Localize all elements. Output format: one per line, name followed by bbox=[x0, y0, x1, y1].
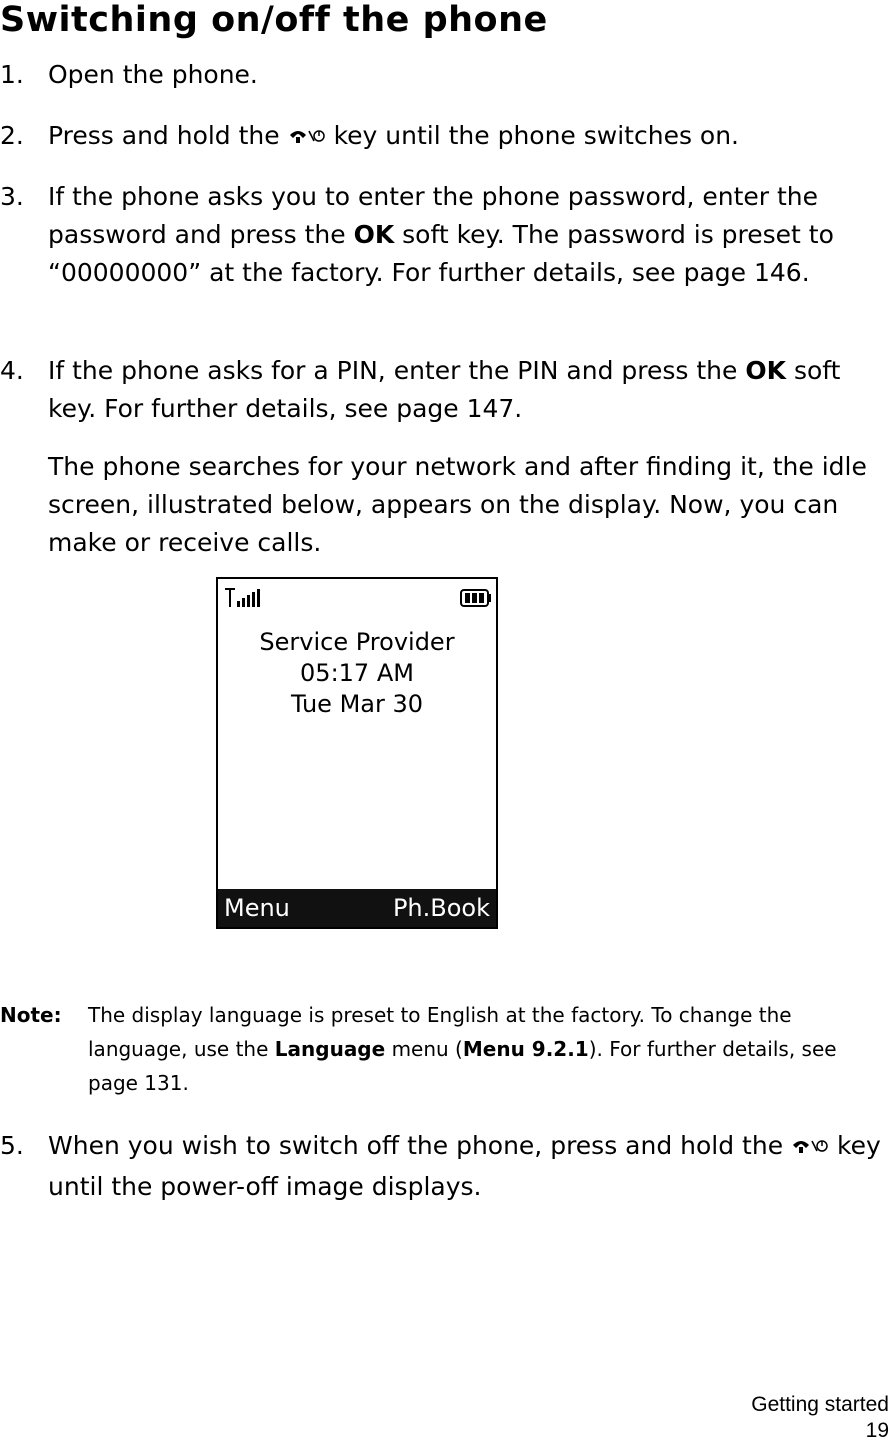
clock-text: 05:17 AM bbox=[300, 659, 414, 687]
step-text: When you wish to switch off the phone, press and hold the bbox=[48, 1131, 784, 1160]
step-5 bbox=[0, 1127, 891, 1206]
note-label: Note: bbox=[0, 1003, 62, 1027]
end-power-key-icon bbox=[791, 1130, 829, 1168]
menu-number: Menu 9.2.1 bbox=[462, 1037, 589, 1061]
step-paragraph: The phone searches for your network and after finding it, the idle screen, illustrated below, appears on the display. Now, you can make or receive calls. bbox=[48, 452, 867, 557]
step-number: 4. bbox=[0, 356, 24, 385]
softkey-phonebook: Ph.Book bbox=[392, 894, 490, 922]
ok-softkey-label-inline: OK bbox=[745, 356, 786, 385]
phone-idle-screen bbox=[216, 577, 498, 929]
note-text: ). For further details, see page 131. bbox=[88, 1037, 837, 1095]
step-text: Open the phone. bbox=[48, 60, 258, 89]
language-menu-name: Language bbox=[274, 1037, 386, 1061]
step-text: If the phone asks for a PIN, enter the PIN and press the bbox=[48, 356, 738, 385]
step-number: 1. bbox=[0, 60, 24, 89]
date-text: Tue Mar 30 bbox=[290, 690, 424, 718]
signal-strength-icon bbox=[224, 587, 270, 613]
step-text: soft key. For further details, see page 147. bbox=[48, 356, 841, 423]
step-number: 5. bbox=[0, 1131, 24, 1160]
softkey-menu: Menu bbox=[224, 894, 290, 922]
section-name: Getting started bbox=[751, 1393, 889, 1416]
step-2 bbox=[0, 117, 891, 158]
note-body bbox=[88, 998, 888, 1100]
note bbox=[0, 998, 891, 1100]
step-text: key until the phone switches on. bbox=[333, 121, 740, 150]
step-text: key until the power-off image displays. bbox=[48, 1131, 881, 1201]
step-3 bbox=[0, 178, 891, 292]
end-power-key-icon bbox=[288, 120, 326, 158]
ok-softkey-label: OK bbox=[353, 220, 395, 249]
step-number: 3. bbox=[0, 182, 24, 211]
page-number: 19 bbox=[865, 1419, 889, 1442]
battery-icon bbox=[460, 589, 492, 611]
step-number: 2. bbox=[0, 121, 24, 150]
step-text: Press and hold the bbox=[48, 121, 280, 150]
note-text: menu ( bbox=[391, 1037, 463, 1061]
status-bar bbox=[222, 585, 492, 609]
step-4 bbox=[0, 352, 891, 562]
note-text: The display language is preset to English at the factory. To change the language, use the bbox=[88, 1003, 792, 1061]
page-title: Switching on/off the phone bbox=[0, 0, 548, 40]
page-footer bbox=[751, 1392, 889, 1444]
step-text: soft key. The password is preset to “00000000” at the factory. For further details, see page 146. bbox=[48, 220, 834, 287]
step-text: If the phone asks you to enter the phone password, enter the password and press the bbox=[48, 182, 819, 249]
step-1 bbox=[0, 56, 891, 94]
service-provider-text: Service Provider bbox=[259, 628, 455, 656]
softkey-bar bbox=[218, 889, 496, 927]
